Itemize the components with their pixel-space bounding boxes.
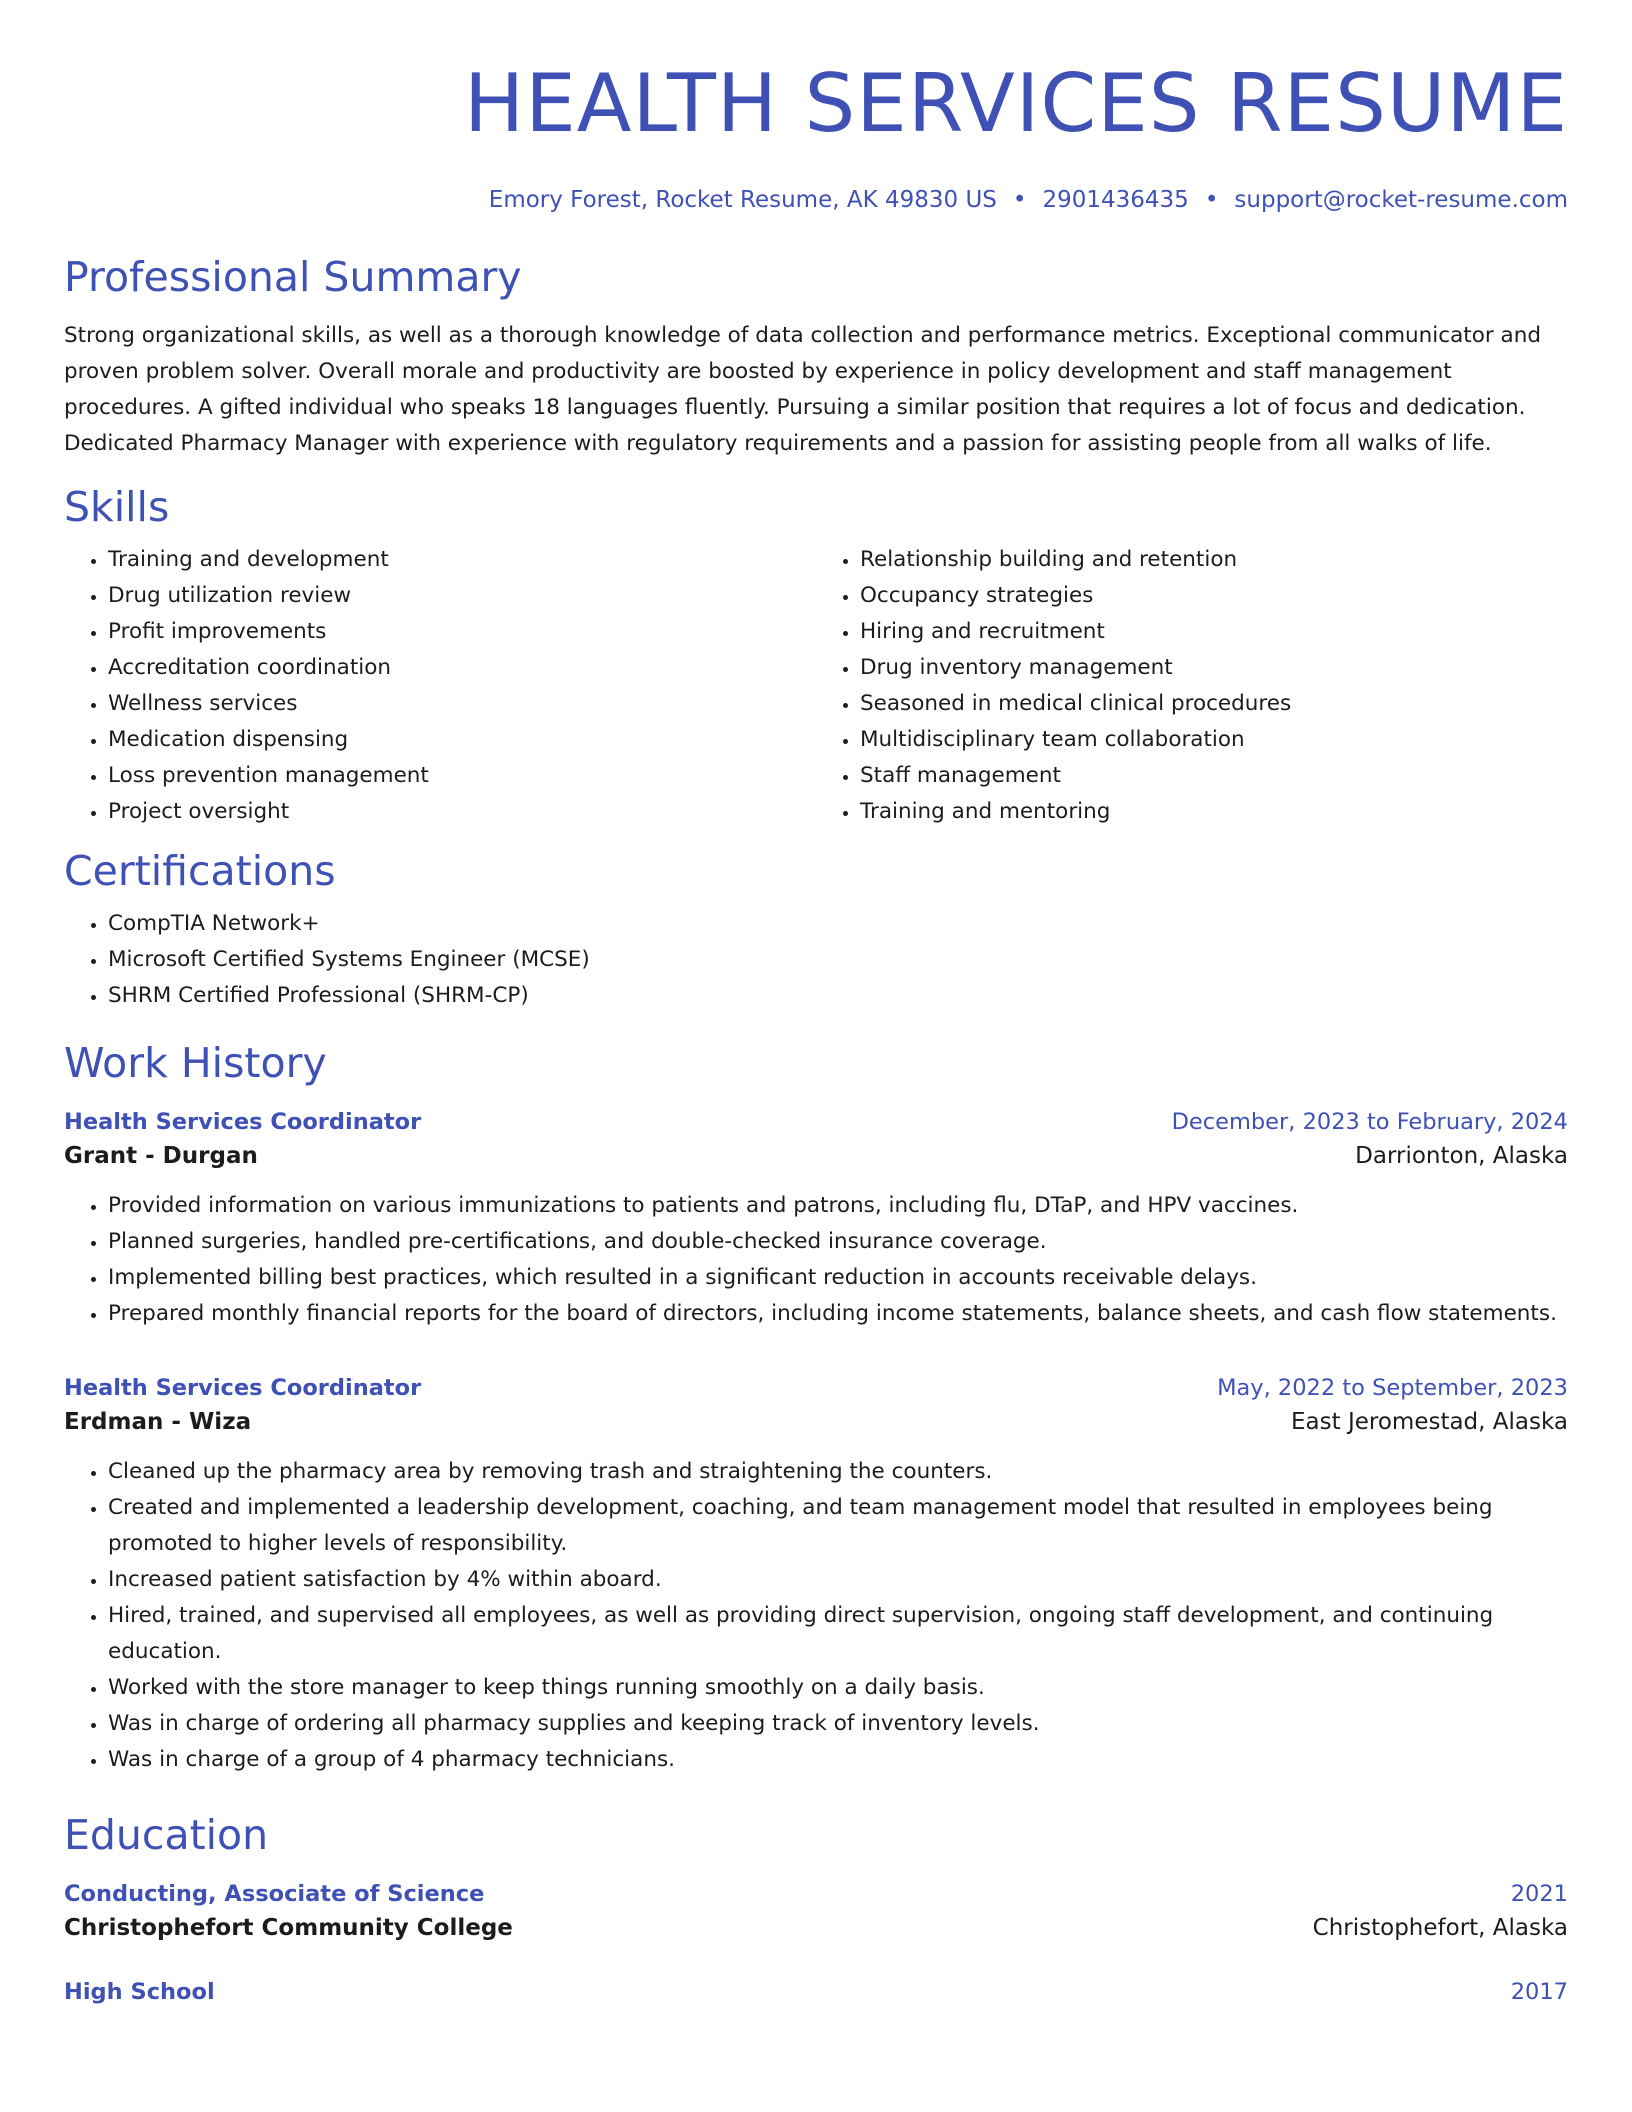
job-bullet: • Cleaned up the pharmacy area by removing trash and straightening the counters. <box>108 1454 1568 1490</box>
job-title: Health Services Coordinator <box>64 1375 422 1401</box>
job-bullet: • Prepared monthly financial reports for the board of directors, including income statements, balance sheets, and cash flow statements. <box>108 1296 1568 1332</box>
job-location: Darrionton, Alaska <box>1355 1143 1568 1169</box>
contact-phone: 2901436435 <box>1042 187 1189 213</box>
job-bullet: • Was in charge of ordering all pharmacy supplies and keeping track of inventory levels. <box>108 1706 1568 1742</box>
skills-heading: Skills <box>64 483 170 531</box>
contact-address: Emory Forest, Rocket Resume, AK 49830 US <box>488 187 997 213</box>
contact-email[interactable]: support@rocket-resume.com <box>1234 187 1568 213</box>
education-degree: Conducting, Associate of Science <box>64 1881 485 1907</box>
job-dates: May, 2022 to September, 2023 <box>1217 1375 1568 1401</box>
education-heading: Education <box>64 1811 269 1859</box>
education-entry <box>64 1976 1568 2008</box>
job-bullet: • Increased patient satisfaction by 4% within aboard. <box>108 1562 1568 1598</box>
education-degree: High School <box>64 1979 215 2005</box>
job-dates: December, 2023 to February, 2024 <box>1171 1109 1568 1135</box>
job-bullets <box>64 1454 1568 1778</box>
education-header-row <box>64 1878 1568 1910</box>
skill-item: • Wellness services <box>108 686 816 722</box>
certifications-heading: Certifications <box>64 847 336 895</box>
job-employer-row <box>64 1404 1568 1440</box>
education-school: Christophefort Community College <box>64 1915 513 1941</box>
job-employer: Erdman - Wiza <box>64 1409 252 1435</box>
skill-item: • Medication dispensing <box>108 722 816 758</box>
skill-item: • Staff management <box>860 758 1568 794</box>
job-bullet: • Created and implemented a leadership development, coaching, and team management model that resulted in employees being promoted to higher levels of responsibility. <box>108 1490 1568 1562</box>
skill-item: • Training and mentoring <box>860 794 1568 830</box>
job-entry <box>64 1106 1568 1332</box>
summary-section <box>64 252 1568 462</box>
work-history-section <box>64 1038 1568 1778</box>
skill-item: • Training and development <box>108 542 816 578</box>
job-employer-row <box>64 1138 1568 1174</box>
skill-item: • Drug inventory management <box>860 650 1568 686</box>
education-location: Christophefort, Alaska <box>1312 1915 1568 1941</box>
skill-item: • Drug utilization review <box>108 578 816 614</box>
skills-grid <box>64 542 1568 830</box>
job-bullet: • Hired, trained, and supervised all employees, as well as providing direct supervision, ongoing staff development, and continuing education. <box>108 1598 1568 1670</box>
skill-item: • Hiring and recruitment <box>860 614 1568 650</box>
certification-item: • Microsoft Certified Systems Engineer (MCSE) <box>108 942 1568 978</box>
job-header-row <box>64 1106 1568 1138</box>
contact-separator: • <box>1204 187 1219 213</box>
skill-item: • Relationship building and retention <box>860 542 1568 578</box>
job-entry <box>64 1372 1568 1778</box>
contact-line <box>64 186 1568 214</box>
skill-item: • Occupancy strategies <box>860 578 1568 614</box>
work-history-heading: Work History <box>64 1039 327 1087</box>
skill-item: • Multidisciplinary team collaboration <box>860 722 1568 758</box>
job-bullet: • Provided information on various immunizations to patients and patrons, including flu, DTaP, and HPV vaccines. <box>108 1188 1568 1224</box>
certification-item: • CompTIA Network+ <box>108 906 1568 942</box>
education-entry <box>64 1878 1568 1946</box>
summary-text: Strong organizational skills, as well as a thorough knowledge of data collection and performance metrics. Exceptional communicator and proven problem solver. Overall morale and productivity are boosted by experience in policy development and staff management procedures. A gifted individual who speaks 18 languages fluently. Pursuing a similar position that requires a lot of focus and dedication. Dedicated Pharmacy Manager with experience with regulatory requirements and a passion for assisting people from all walks of life. <box>64 323 1541 456</box>
certifications-list <box>64 906 1568 1014</box>
summary-heading: Professional Summary <box>64 253 522 301</box>
job-bullet: • Was in charge of a group of 4 pharmacy technicians. <box>108 1742 1568 1778</box>
skill-item: • Profit improvements <box>108 614 816 650</box>
contact-separator: • <box>1012 187 1027 213</box>
job-header-row <box>64 1372 1568 1404</box>
resume-header <box>64 0 1568 214</box>
education-header-row <box>64 1976 1568 2008</box>
skills-list-left <box>64 542 816 830</box>
skill-item: • Loss prevention management <box>108 758 816 794</box>
certification-item: • SHRM Certified Professional (SHRM-CP) <box>108 978 1568 1014</box>
skill-item: • Project oversight <box>108 794 816 830</box>
job-location: East Jeromestad, Alaska <box>1291 1409 1568 1435</box>
education-year: 2017 <box>1510 1979 1568 2005</box>
job-title: Health Services Coordinator <box>64 1109 422 1135</box>
skill-item: • Accreditation coordination <box>108 650 816 686</box>
skill-item: • Seasoned in medical clinical procedures <box>860 686 1568 722</box>
resume-name: HEALTH SERVICES RESUME <box>464 57 1568 150</box>
education-school-row <box>64 1910 1568 1946</box>
skills-section <box>64 482 1568 830</box>
job-bullet: • Planned surgeries, handled pre-certifications, and double-checked insurance coverage. <box>108 1224 1568 1260</box>
job-employer: Grant - Durgan <box>64 1143 258 1169</box>
education-section <box>64 1810 1568 2008</box>
job-bullet: • Worked with the store manager to keep things running smoothly on a daily basis. <box>108 1670 1568 1706</box>
job-bullets <box>64 1188 1568 1332</box>
certifications-section <box>64 846 1568 1014</box>
skills-list-right <box>816 542 1568 830</box>
education-year: 2021 <box>1510 1881 1568 1907</box>
job-bullet: • Implemented billing best practices, which resulted in a significant reduction in accounts receivable delays. <box>108 1260 1568 1296</box>
